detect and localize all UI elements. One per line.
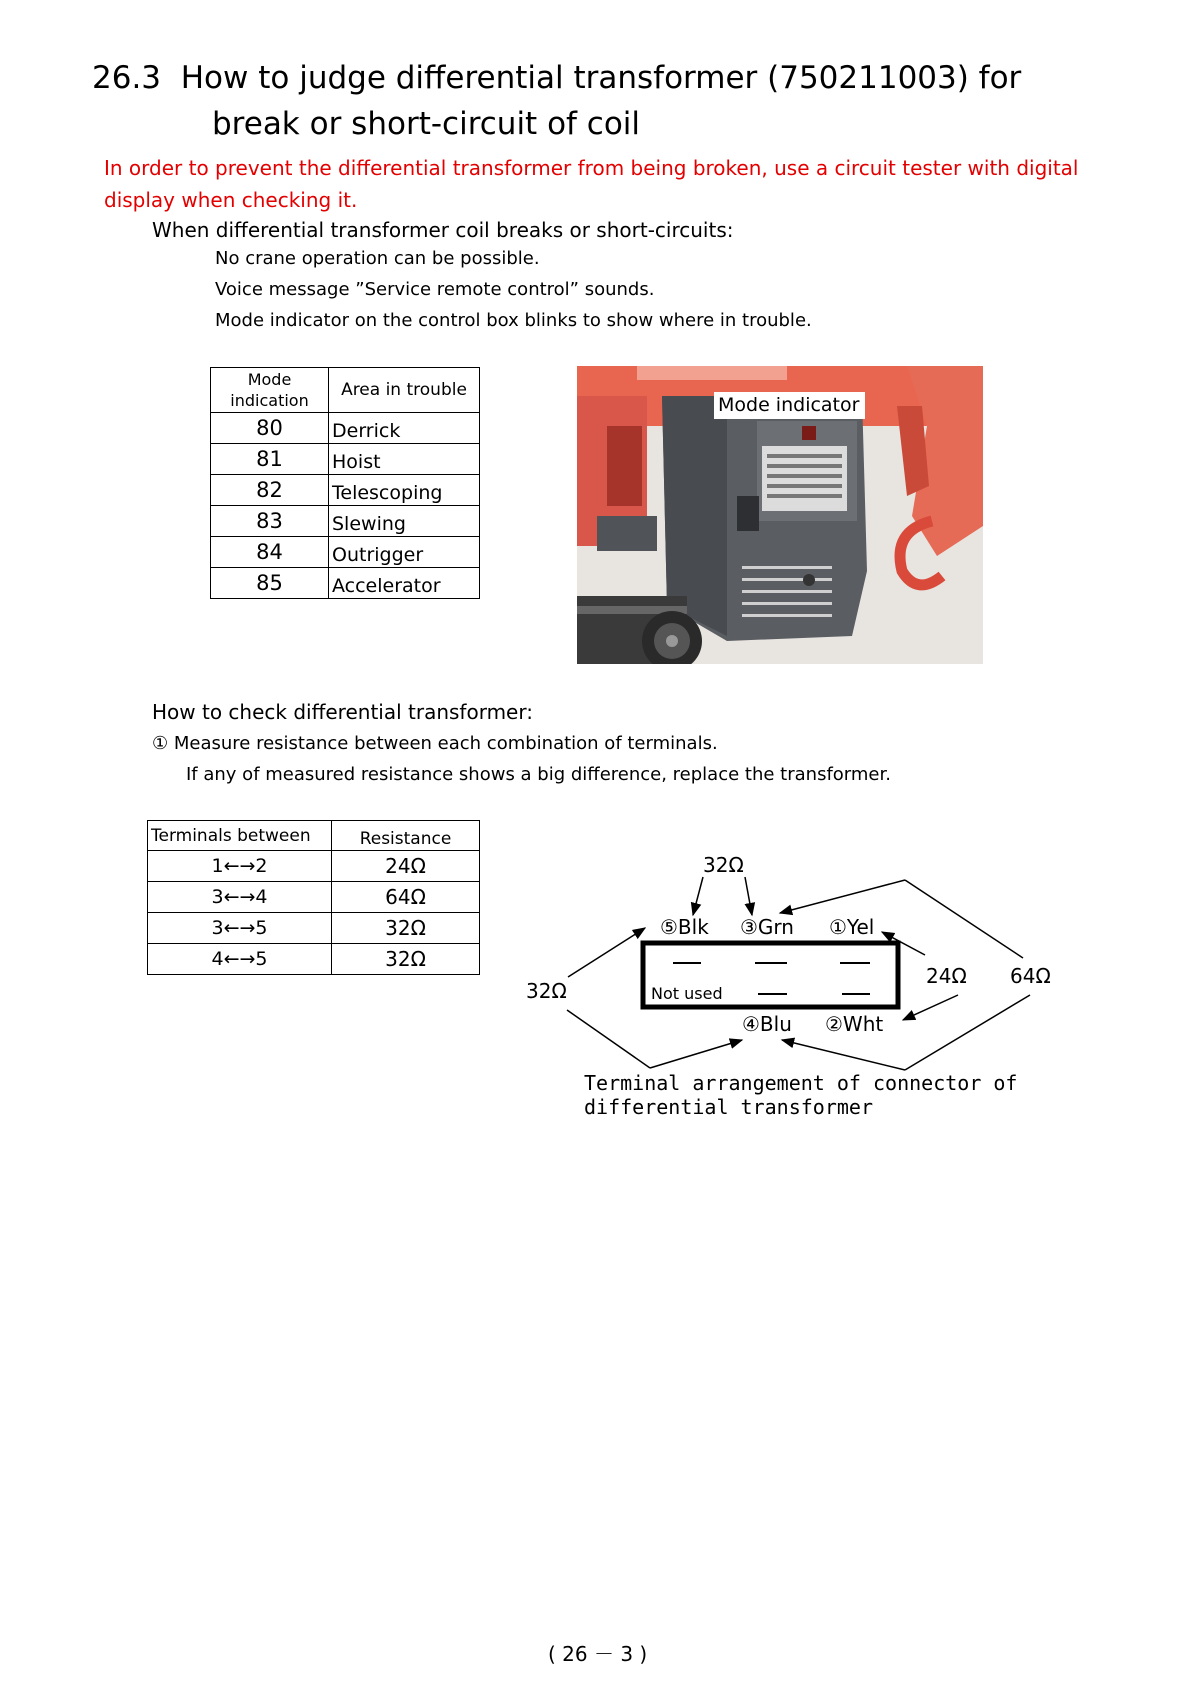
- header-resistance: Resistance: [332, 821, 480, 851]
- mode-indicator-label: Mode indicator: [714, 392, 865, 419]
- area-cell: Slewing: [329, 506, 480, 537]
- arrow-64-to-3-b: [780, 880, 905, 913]
- resistance-cell: 32Ω: [332, 944, 480, 975]
- terminal-2-label: ②Wht: [825, 1012, 884, 1036]
- terminals-cell: 3←→4: [148, 882, 332, 913]
- terminal-3-label: ③Grn: [740, 915, 794, 939]
- terminal-1-label: ①Yel: [829, 915, 875, 939]
- check-heading: How to check differential transformer:: [152, 700, 533, 724]
- header-mode-line1: Mode: [247, 370, 292, 389]
- arrow-top-to-3: [745, 877, 752, 915]
- connector-caption-line2: differential transformer: [584, 1095, 873, 1119]
- connector-caption: [584, 1071, 1017, 1119]
- header-terminals: Terminals between: [148, 821, 332, 851]
- mode-cell: 85: [211, 568, 329, 599]
- area-cell: Outrigger: [329, 537, 480, 568]
- arrow-24-to-2: [903, 995, 958, 1020]
- resistance-cell: 64Ω: [332, 882, 480, 913]
- arrow-64-to-4-a: [905, 995, 1030, 1070]
- area-cell: Telescoping: [329, 475, 480, 506]
- warning-line2: display when checking it.: [104, 188, 358, 212]
- arrow-left-to-5: [568, 928, 645, 977]
- resistance-cell: 24Ω: [332, 851, 480, 882]
- page-number: ( 26 － 3 ): [548, 1642, 648, 1666]
- section-number: 26.3: [92, 60, 162, 96]
- symptom-item: No crane operation can be possible.: [215, 248, 540, 269]
- mode-cell: 83: [211, 506, 329, 537]
- terminals-cell: 1←→2: [148, 851, 332, 882]
- section-title-line1: How to judge differential transformer (750211003) for: [180, 60, 1022, 96]
- terminals-cell: 3←→5: [148, 913, 332, 944]
- check-step1-note: If any of measured resistance shows a big difference, replace the transformer.: [186, 764, 891, 785]
- symptoms-heading: When differential transformer coil breaks or short-circuits:: [152, 218, 734, 242]
- header-area: Area in trouble: [329, 368, 480, 413]
- header-mode-line2: indication: [230, 391, 309, 410]
- connector-caption-line1: Terminal arrangement of connector of: [584, 1071, 1018, 1095]
- arrow-top-to-5: [693, 877, 703, 915]
- resistance-label-left: 32Ω: [526, 979, 567, 1003]
- arrow-64-to-3-a: [905, 880, 1023, 958]
- mode-cell: 80: [211, 413, 329, 444]
- resistance-cell: 32Ω: [332, 913, 480, 944]
- section-title-line2: break or short-circuit of coil: [212, 106, 641, 142]
- terminal-5-label: ⑤Blk: [660, 915, 709, 939]
- resistance-label-top: 32Ω: [703, 853, 744, 877]
- not-used-label: Not used: [651, 984, 723, 1003]
- arrow-left-to-4-head: [650, 1040, 742, 1068]
- area-cell: Accelerator: [329, 568, 480, 599]
- terminal-4-label: ④Blu: [742, 1012, 792, 1036]
- check-step1: ① Measure resistance between each combination of terminals.: [152, 733, 718, 754]
- resistance-label-64: 64Ω: [1010, 964, 1051, 988]
- mode-cell: 81: [211, 444, 329, 475]
- mode-cell: 82: [211, 475, 329, 506]
- area-cell: Hoist: [329, 444, 480, 475]
- arrow-64-to-4-b: [782, 1040, 905, 1070]
- area-cell: Derrick: [329, 413, 480, 444]
- resistance-label-24: 24Ω: [926, 964, 967, 988]
- symptom-item: Voice message ”Service remote control” sounds.: [215, 279, 655, 300]
- warning-line1: In order to prevent the differential transformer from being broken, use a circuit tester with digital: [104, 156, 1079, 180]
- symptom-item: Mode indicator on the control box blinks to show where in trouble.: [215, 310, 812, 331]
- terminals-cell: 4←→5: [148, 944, 332, 975]
- mode-cell: 84: [211, 537, 329, 568]
- arrow-left-to-4: [567, 1010, 650, 1068]
